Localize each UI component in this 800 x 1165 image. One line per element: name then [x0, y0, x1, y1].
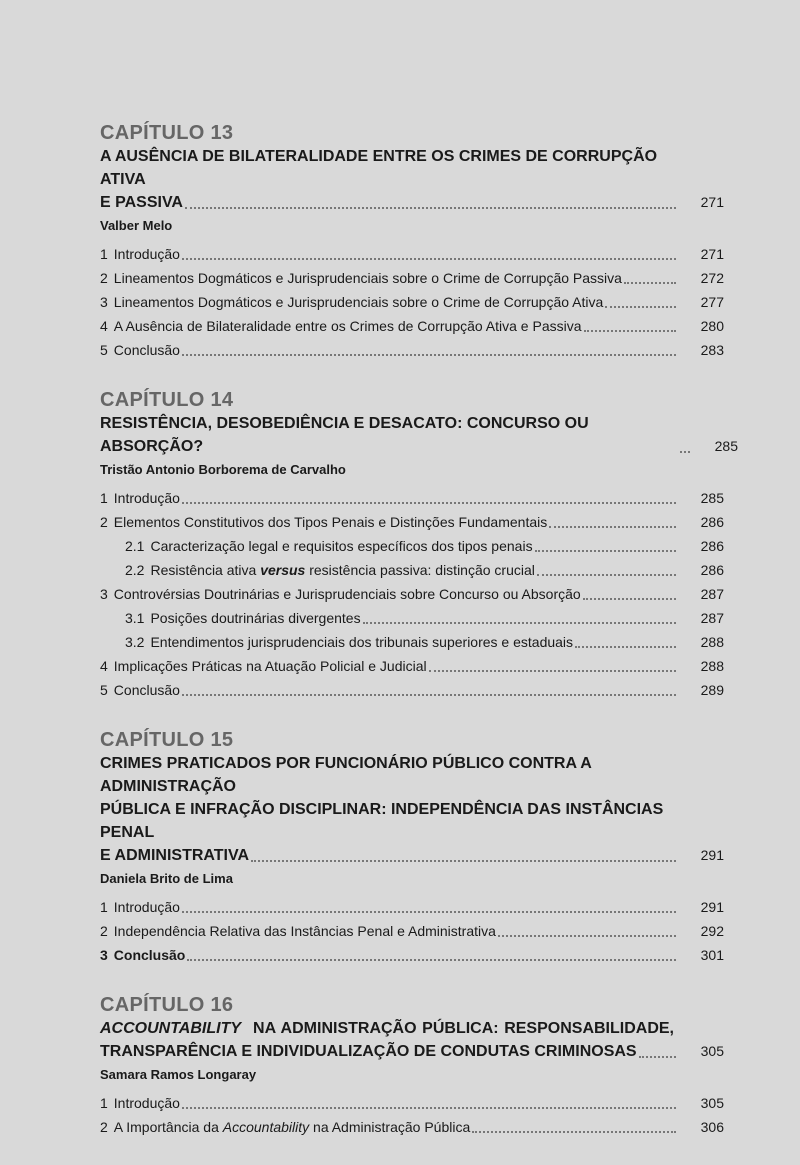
entry-text: Conclusão	[113, 682, 180, 698]
toc-subentry[interactable]	[100, 534, 724, 558]
entry-text: Lineamentos Dogmáticos e Jurisprudenciais sobre o Crime de Corrupção Passiva	[113, 270, 622, 286]
entry-page-number: 292	[700, 923, 724, 939]
chapter-author: Daniela Brito de Lima	[100, 871, 233, 886]
entry-page-number: 288	[700, 658, 724, 674]
entry-text: A Ausência de Bilateralidade entre os Crimes de Corrupção Ativa e Passiva	[113, 318, 582, 334]
dot-leader	[182, 502, 676, 504]
chapter-author: Samara Ramos Longaray	[100, 1067, 257, 1082]
entry-page-number: 283	[700, 342, 724, 358]
entry-page-number: 286	[700, 538, 724, 554]
toc-entry[interactable]	[100, 510, 724, 534]
entry-text: Implicações Práticas na Atuação Policial e Judicial	[113, 658, 427, 674]
entry-number: 3	[100, 586, 108, 602]
entry-number: 2.1	[125, 538, 145, 554]
entry-number: 1	[100, 490, 108, 506]
dot-leader	[584, 330, 677, 332]
chapter-15	[100, 728, 724, 967]
entry-page-number: 291	[700, 899, 724, 915]
toc-subentry[interactable]	[100, 558, 724, 582]
chapter-title-line: PÚBLICA E INFRAÇÃO DISCIPLINAR: INDEPENDÊNCIA DAS INSTÂNCIAS PENAL	[100, 801, 664, 841]
entry-number: 1	[100, 1095, 108, 1111]
chapter-14	[100, 388, 738, 702]
chapter-page-number[interactable]: 285	[714, 438, 738, 454]
dot-leader	[363, 622, 676, 624]
entry-page-number: 277	[700, 294, 724, 310]
dot-leader	[187, 959, 676, 961]
dot-leader	[182, 354, 676, 356]
dot-leader	[185, 207, 676, 209]
entry-page-number: 301	[700, 947, 724, 963]
toc-entry[interactable]	[100, 486, 724, 510]
entry-text: Introdução	[113, 246, 180, 262]
toc-entry[interactable]	[100, 919, 724, 943]
entry-page-number: 306	[700, 1119, 724, 1135]
chapter-13	[100, 121, 724, 362]
toc-entry[interactable]	[100, 1115, 724, 1139]
entry-page-number: 305	[700, 1095, 724, 1111]
entry-number: 3.1	[125, 610, 145, 626]
entry-number: 3.2	[125, 634, 145, 650]
entry-text: Conclusão	[113, 947, 186, 963]
entry-text: na Administração Pública	[313, 1119, 471, 1135]
chapter-page-number[interactable]: 305	[700, 1043, 724, 1059]
entry-text: Elementos Constitutivos dos Tipos Penais e Distinções Fundamentais	[113, 514, 548, 530]
toc-entry[interactable]	[100, 338, 724, 362]
entry-text: A Importância da	[113, 1119, 219, 1135]
entry-page-number: 288	[700, 634, 724, 650]
entry-page-number: 272	[700, 270, 724, 286]
entry-number: 3	[100, 294, 108, 310]
entry-text-emphasis: versus	[260, 562, 306, 578]
toc-entry[interactable]	[100, 943, 724, 967]
entry-number: 2	[100, 1119, 108, 1135]
dot-leader	[251, 860, 676, 862]
toc-entry[interactable]	[100, 314, 724, 338]
chapter-title-line: A AUSÊNCIA DE BILATERALIDADE ENTRE OS CRIMES DE CORRUPÇÃO ATIVA	[100, 148, 658, 188]
toc-entry[interactable]	[100, 582, 724, 606]
chapter-label: CAPÍTULO 13	[100, 122, 234, 144]
chapter-page-number[interactable]: 291	[700, 847, 724, 863]
chapter-title-line: TRANSPARÊNCIA E INDIVIDUALIZAÇÃO DE CONDUTAS CRIMINOSAS	[100, 1043, 637, 1060]
chapter-title-emphasis: ACCOUNTABILITY	[100, 1020, 242, 1037]
chapter-title-text: NA ADMINISTRAÇÃO PÚBLICA: RESPONSABILIDADE,	[253, 1020, 674, 1037]
dot-leader	[182, 694, 676, 696]
entry-text: Introdução	[113, 899, 180, 915]
entry-number: 1	[100, 246, 108, 262]
chapter-title-line: RESISTÊNCIA, DESOBEDIÊNCIA E DESACATO: CONCURSO OU ABSORÇÃO?	[100, 415, 589, 455]
entry-page-number: 285	[700, 490, 724, 506]
chapter-label: CAPÍTULO 14	[100, 389, 234, 411]
entry-text: Entendimentos jurisprudenciais dos tribunais superiores e estaduais	[150, 634, 574, 650]
chapter-label: CAPÍTULO 15	[100, 729, 234, 751]
entry-number: 4	[100, 658, 108, 674]
chapter-page-number[interactable]: 271	[700, 194, 724, 210]
entry-text-emphasis: Accountability	[222, 1119, 310, 1135]
chapter-title-line: E ADMINISTRATIVA	[100, 847, 250, 864]
chapter-author: Tristão Antonio Borborema de Carvalho	[100, 462, 346, 477]
toc-entry[interactable]	[100, 242, 724, 266]
entry-number: 4	[100, 318, 108, 334]
entry-page-number: 287	[700, 610, 724, 626]
chapter-16	[100, 993, 724, 1139]
entry-page-number: 287	[700, 586, 724, 602]
entry-page-number: 280	[700, 318, 724, 334]
entry-text: Introdução	[113, 1095, 180, 1111]
toc-subentry[interactable]	[100, 630, 724, 654]
entry-text: Posições doutrinárias divergentes	[150, 610, 361, 626]
toc-subentry[interactable]	[100, 606, 724, 630]
toc-entry[interactable]	[100, 654, 724, 678]
dot-leader	[639, 1056, 676, 1058]
entry-page-number: 286	[700, 562, 724, 578]
dot-leader	[472, 1131, 676, 1133]
entry-number: 2	[100, 514, 108, 530]
toc-entry[interactable]	[100, 678, 724, 702]
entry-page-number: 271	[700, 246, 724, 262]
toc-entry[interactable]	[100, 895, 724, 919]
dot-leader	[605, 306, 676, 308]
dot-leader	[583, 598, 676, 600]
chapter-label: CAPÍTULO 16	[100, 994, 234, 1016]
entry-page-number: 289	[700, 682, 724, 698]
entry-text: Controvérsias Doutrinárias e Jurisprudenciais sobre Concurso ou Absorção	[113, 586, 581, 602]
entry-number: 3	[100, 947, 108, 963]
entry-number: 1	[100, 899, 108, 915]
dot-leader	[537, 574, 676, 576]
entry-text: resistência passiva: distinção crucial	[309, 562, 535, 578]
dot-leader	[549, 526, 676, 528]
entry-text: Lineamentos Dogmáticos e Jurisprudenciais sobre o Crime de Corrupção Ativa	[113, 294, 604, 310]
entry-text: Conclusão	[113, 342, 180, 358]
toc-entry[interactable]	[100, 290, 724, 314]
entry-number: 5	[100, 682, 108, 698]
dot-leader	[429, 670, 676, 672]
dot-leader	[535, 550, 676, 552]
dot-leader	[182, 1107, 676, 1109]
chapter-title-line: E PASSIVA	[100, 194, 183, 211]
dot-leader	[575, 646, 676, 648]
toc-entry[interactable]	[100, 1091, 724, 1115]
toc-entry[interactable]	[100, 266, 724, 290]
entry-text: Caracterização legal e requisitos específicos dos tipos penais	[150, 538, 533, 554]
dot-leader	[182, 911, 676, 913]
entry-text: Introdução	[113, 490, 180, 506]
dot-leader	[182, 258, 676, 260]
entry-number: 2	[100, 270, 108, 286]
chapter-title-line: CRIMES PRATICADOS POR FUNCIONÁRIO PÚBLICO CONTRA A ADMINISTRAÇÃO	[100, 755, 592, 795]
dot-leader	[498, 935, 676, 937]
dot-leader	[680, 451, 690, 453]
entry-number: 2.2	[125, 562, 145, 578]
chapter-author: Valber Melo	[100, 218, 173, 233]
dot-leader	[624, 282, 676, 284]
entry-text: Resistência ativa	[150, 562, 257, 578]
table-of-contents	[100, 121, 738, 1165]
chapter-title-line	[100, 1017, 674, 1040]
entry-page-number: 286	[700, 514, 724, 530]
entry-text: Independência Relativa das Instâncias Penal e Administrativa	[113, 923, 496, 939]
entry-number: 5	[100, 342, 108, 358]
entry-number: 2	[100, 923, 108, 939]
